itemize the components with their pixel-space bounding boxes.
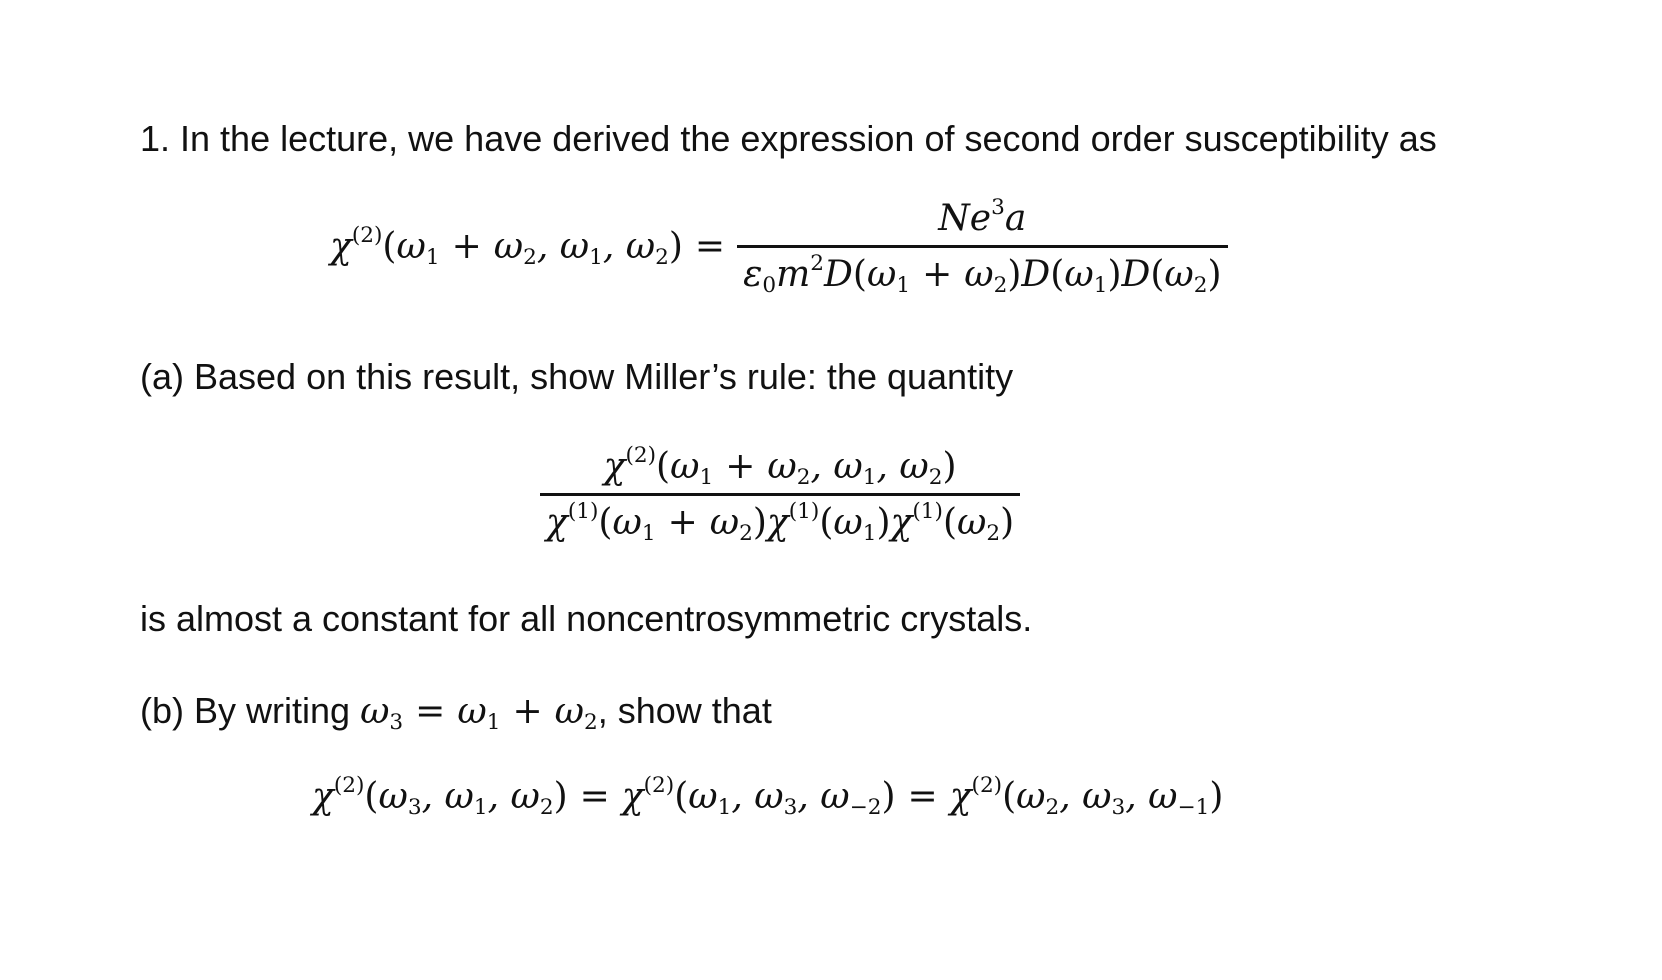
part-b-suffix: , show that — [597, 690, 772, 731]
perm-term-3: $\chi^{(2)}(\omega_2$, $\omega_3$, $\omega_{-1}$) — [949, 772, 1224, 821]
problem-intro: 1. In the lecture, we have derived the expression of second order susceptibility as — [140, 118, 1437, 159]
fraction-bar — [737, 245, 1227, 248]
part-b-text — [140, 690, 772, 736]
fraction-numerator: Ne$^3$a — [938, 194, 1027, 239]
perm-term-1: $\chi^{(2)}(\omega_3$, $\omega_1$, $\omega_2$) — [312, 772, 568, 821]
miller-fraction-bar — [540, 493, 1020, 496]
miller-numerator: $\chi^{(2)}(\omega_1 + \omega_2$, $\omega_1$, $\omega_2$) — [603, 442, 957, 491]
miller-denominator: $\chi^{(1)}(\omega_1 + \omega_2)\chi^{(1)}(\omega_1)\chi^{(1)}(\omega_2)$ — [546, 498, 1015, 547]
fraction-denominator: $\varepsilon_0m^2D(\omega_1 + \omega_2)D(\omega_1)D(\omega_2)$ — [743, 250, 1222, 299]
equals-sign: = — [694, 226, 726, 267]
equation-permutation-symmetry — [312, 772, 1224, 821]
equation-chi2-lhs: $\chi^{(2)}(\omega_1 + \omega_2$, $\omega_1$, $\omega_2$) — [330, 222, 683, 271]
equation-chi2 — [330, 194, 1228, 299]
constant-statement: is almost a constant for all noncentrosymmetric crystals. — [140, 598, 1033, 639]
equation-miller-ratio — [540, 442, 1020, 547]
part-a-text: (a) Based on this result, show Miller’s rule: the quantity — [140, 356, 1014, 397]
miller-fraction — [540, 442, 1020, 547]
equals-sign: = — [907, 776, 938, 817]
part-b-prefix: (b) By writing — [140, 690, 351, 731]
part-b-inline-math: $\omega_3 = \omega_1 + \omega_2$ — [360, 691, 598, 736]
perm-term-2: $\chi^{(2)}(\omega_1$, $\omega_3$, $\omega_{-2}$) — [621, 772, 896, 821]
equation-chi2-fraction — [737, 194, 1227, 299]
equals-sign: = — [579, 776, 610, 817]
